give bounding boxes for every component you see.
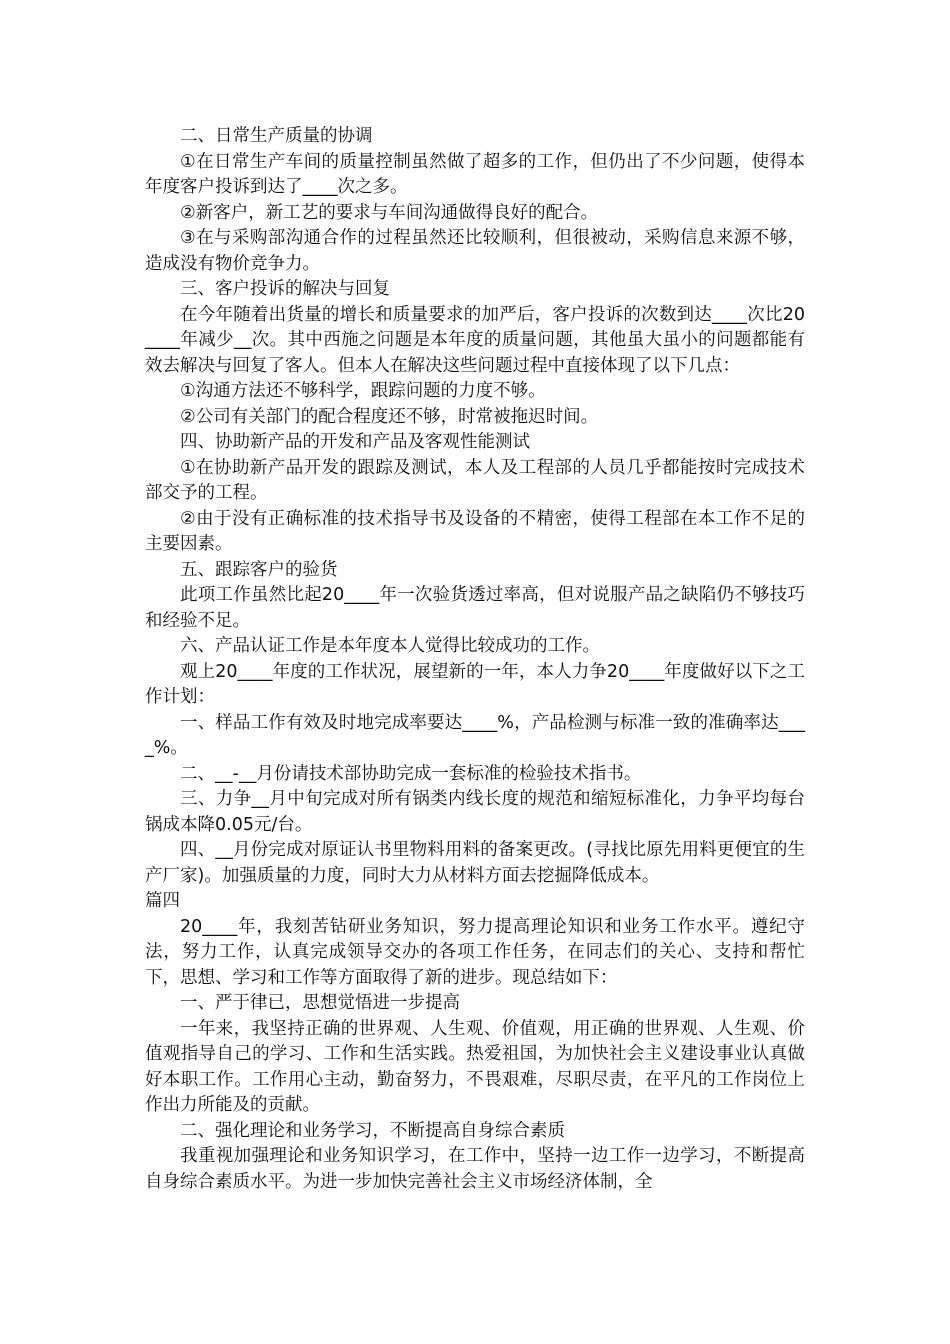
body-paragraph: ②新客户，新工艺的要求与车间沟通做得良好的配合。 bbox=[180, 202, 599, 223]
body-paragraph: ②由于没有正确标准的技术指导书及设备的不精密，使得工程部在本工作不足的主要因素。 bbox=[145, 508, 805, 554]
body-paragraph: 观上20____年度的工作状况，展望新的一年，本人力争20____年度做好以下之工作计划： bbox=[145, 661, 805, 707]
body-paragraph: 五、跟踪客户的验货 bbox=[180, 559, 338, 580]
body-paragraph: 二、强化理论和业务学习，不断提高自身综合素质 bbox=[180, 1120, 565, 1141]
body-paragraph: 六、产品认证工作是本年度本人觉得比较成功的工作。 bbox=[180, 636, 600, 656]
body-paragraph: 二、__-__月份请技术部协助完成一套标准的检验技术指书。 bbox=[180, 763, 642, 784]
body-paragraph: ①沟通方法还不够科学，跟踪问题的力度不够。 bbox=[180, 381, 546, 401]
body-paragraph: ②公司有关部门的配合程度还不够，时常被拖迟时间。 bbox=[180, 406, 599, 427]
body-paragraph: ①在协助新产品开发的跟踪及测试，本人及工程部的人员几乎都能按时完成技术部交予的工程。 bbox=[145, 457, 805, 503]
body-paragraph: ①在日常生产车间的质量控制虽然做了超多的工作，但仍出了不少问题，使得本年度客户投诉到达了____次之多。 bbox=[145, 151, 805, 197]
body-paragraph: 此项工作虽然比起20____年一次验货透过率高，但对说服产品之缺陷仍不够技巧和经验不足。 bbox=[145, 585, 805, 631]
body-paragraph: 三、力争__月中旬完成对所有锅类内线长度的规范和缩短标准化，力争平均每台锅成本降0.05元/台。 bbox=[145, 789, 805, 835]
body-paragraph: ③在与采购部沟通合作的过程虽然还比较顺利，但很被动，采购信息来源不够，造成没有物价竞争力。 bbox=[145, 228, 805, 274]
body-paragraph: 一年来，我坚持正确的世界观、人生观、价值观，用正确的世界观、人生观、价值观指导自己的学习、工作和生活实践。热爱祖国，为加快社会主义建设事业认真做好本职工作。工作用心主动，勤奋努力，不畏艰难，尽职尽责，在平凡的工作岗位上作出力所能及的贡献。 bbox=[145, 1018, 805, 1115]
body-paragraph: 在今年随着出货量的增长和质量要求的加严后，客户投诉的次数到达____次比20____年减少__次。其中西施之问题是本年度的质量问题，其他虽大虽小的问题都能有效去解决与回复了客人。但本人在解决这些问题过程中直接体现了以下几点： bbox=[145, 304, 805, 376]
section-heading: 篇四 bbox=[145, 891, 180, 911]
body-paragraph: 一、严于律已，思想觉悟进一步提高 bbox=[180, 993, 460, 1013]
body-paragraph: 我重视加强理论和业务知识学习，在工作中，坚持一边工作一边学习，不断提高自身综合素质水平。为进一步加快完善社会主义市场经济体制，全 bbox=[145, 1146, 805, 1192]
body-paragraph: 一、样品工作有效及时地完成率要达____%，产品检测与标准一致的准确率达____%。 bbox=[145, 712, 805, 758]
body-paragraph: 四、协助新产品的开发和产品及客观性能测试 bbox=[180, 432, 530, 452]
body-paragraph: 三、客户投诉的解决与回复 bbox=[180, 279, 390, 299]
body-paragraph: 二、日常生产质量的协调 bbox=[180, 126, 373, 146]
body-paragraph: 20____年，我刻苦钻研业务知识，努力提高理论知识和业务工作水平。遵纪守法，努力工作，认真完成领导交办的各项工作任务，在同志们的关心、支持和帮忙下，思想、学习和工作等方面取得了新的进步。现总结如下： bbox=[145, 916, 805, 988]
document-body bbox=[145, 124, 805, 1195]
body-paragraph: 四、__月份完成对原证认书里物料用料的备案更改。(寻找比原先用料更便宜的生产厂家)。加强质量的力度，同时大力从材料方面去挖掘降低成本。 bbox=[145, 840, 805, 886]
